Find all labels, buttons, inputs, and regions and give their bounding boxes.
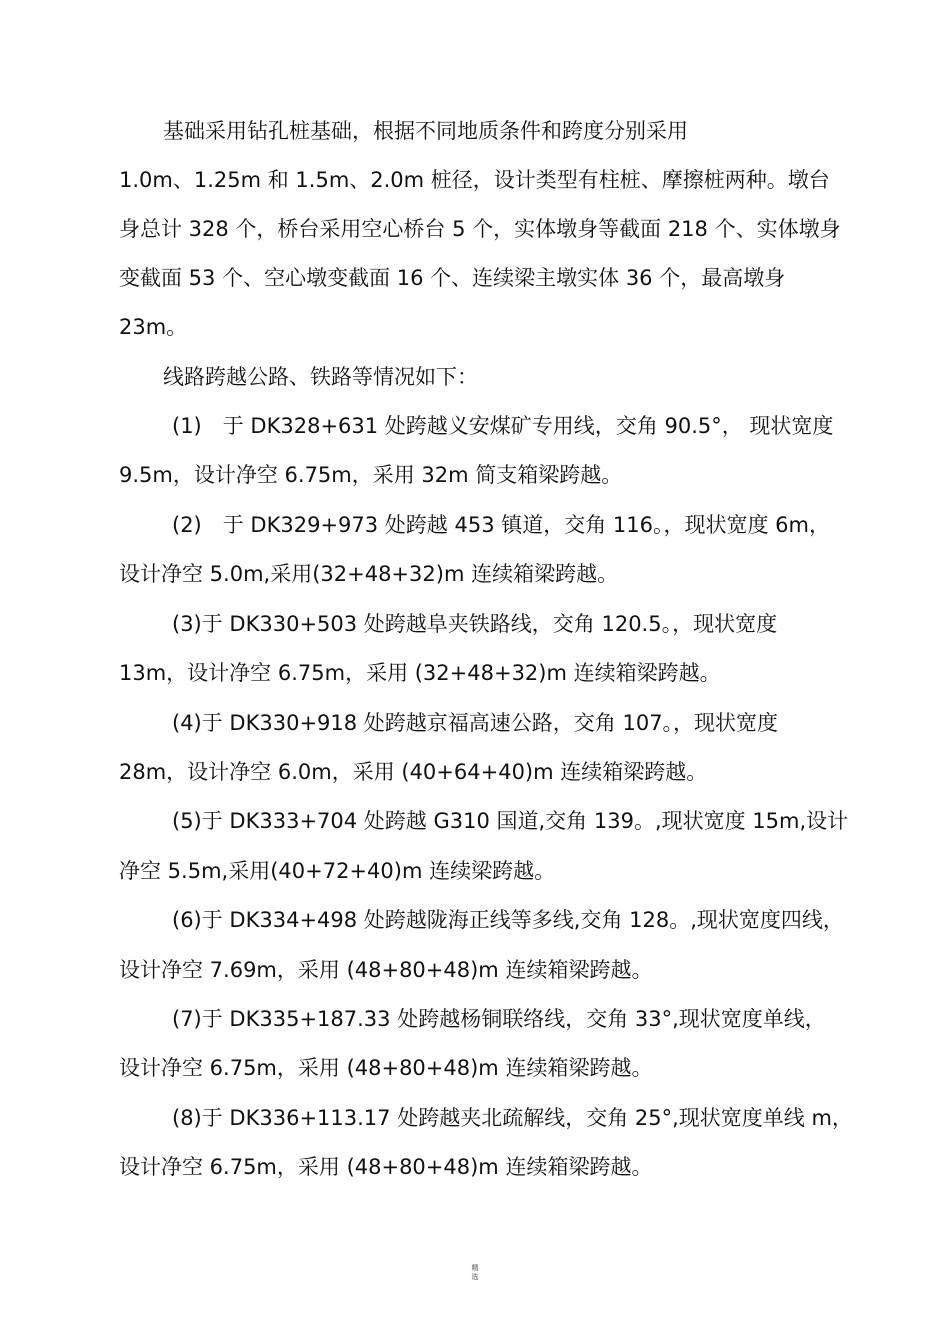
crossing-item-3-line-2: 13m，设计净空 6.75m，采用 (32+48+32)m 连续箱梁跨越。 xyxy=(119,661,721,685)
crossing-item-2-line-2: 设计净空 5.0m,采用(32+48+32)m 连续箱梁跨越。 xyxy=(119,562,619,586)
paragraph-crossings-intro: 线路跨越公路、铁路等情况如下： xyxy=(163,365,478,389)
crossing-item-6-line-1: (6)于 DK334+498 处跨越陇海正线等多线,交角 128。,现状宽度四线， xyxy=(172,908,844,932)
crossing-item-8-line-1: (8)于 DK336+113.17 处跨越夹北疏解线，交角 25°,现状宽度单线 m， xyxy=(172,1106,853,1130)
crossing-item-8-line-2: 设计净空 6.75m，采用 (48+80+48)m 连续箱梁跨越。 xyxy=(119,1155,653,1179)
crossing-item-4-line-1: (4)于 DK330+918 处跨越京福高速公路，交角 107。，现状宽度 xyxy=(172,711,779,735)
crossing-item-7-line-2: 设计净空 6.75m，采用 (48+80+48)m 连续箱梁跨越。 xyxy=(119,1056,653,1080)
footer-char-2: 选 xyxy=(471,1273,479,1281)
footer-char-1: 精 xyxy=(471,1264,479,1272)
paragraph-foundation-line-5: 23m。 xyxy=(119,315,188,339)
paragraph-foundation-line-2: 1.0m、1.25m 和 1.5m、2.0m 桩径，设计类型有柱桩、摩擦桩两种。墩台 xyxy=(119,168,830,192)
crossing-item-6-line-2: 设计净空 7.69m，采用 (48+80+48)m 连续箱梁跨越。 xyxy=(119,958,653,982)
page-footer-mark xyxy=(0,1264,950,1282)
crossing-item-2-line-1: (2) 于 DK329+973 处跨越 453 镇道，交角 116。，现状宽度 6m， xyxy=(172,513,830,537)
crossing-item-3-line-1: (3)于 DK330+503 处跨越阜夹铁路线，交角 120.5。，现状宽度 xyxy=(172,612,778,636)
crossing-item-1-line-1: (1) 于 DK328+631 处跨越义安煤矿专用线，交角 90.5°， 现状宽度 xyxy=(172,414,834,438)
paragraph-foundation-line-1: 基础采用钻孔桩基础，根据不同地质条件和跨度分别采用 xyxy=(163,119,688,143)
crossing-item-7-line-1: (7)于 DK335+187.33 处跨越杨铜联络线，交角 33°,现状宽度单线， xyxy=(172,1007,826,1031)
crossing-item-1-line-2: 9.5m，设计净空 6.75m，采用 32m 简支箱梁跨越。 xyxy=(119,463,623,487)
crossing-item-5-line-2: 净空 5.5m,采用(40+72+40)m 连续梁跨越。 xyxy=(119,859,556,883)
paragraph-foundation-line-3: 身总计 328 个，桥台采用空心桥台 5 个，实体墩身等截面 218 个、实体墩身 xyxy=(119,217,841,241)
crossing-item-4-line-2: 28m，设计净空 6.0m，采用 (40+64+40)m 连续箱梁跨越。 xyxy=(119,760,708,784)
paragraph-foundation-line-4: 变截面 53 个、空心墩变截面 16 个、连续梁主墩实体 36 个，最高墩身 xyxy=(119,266,786,290)
crossing-item-5-line-1: (5)于 DK333+704 处跨越 G310 国道,交角 139。,现状宽度 15m,设计 xyxy=(172,809,849,833)
